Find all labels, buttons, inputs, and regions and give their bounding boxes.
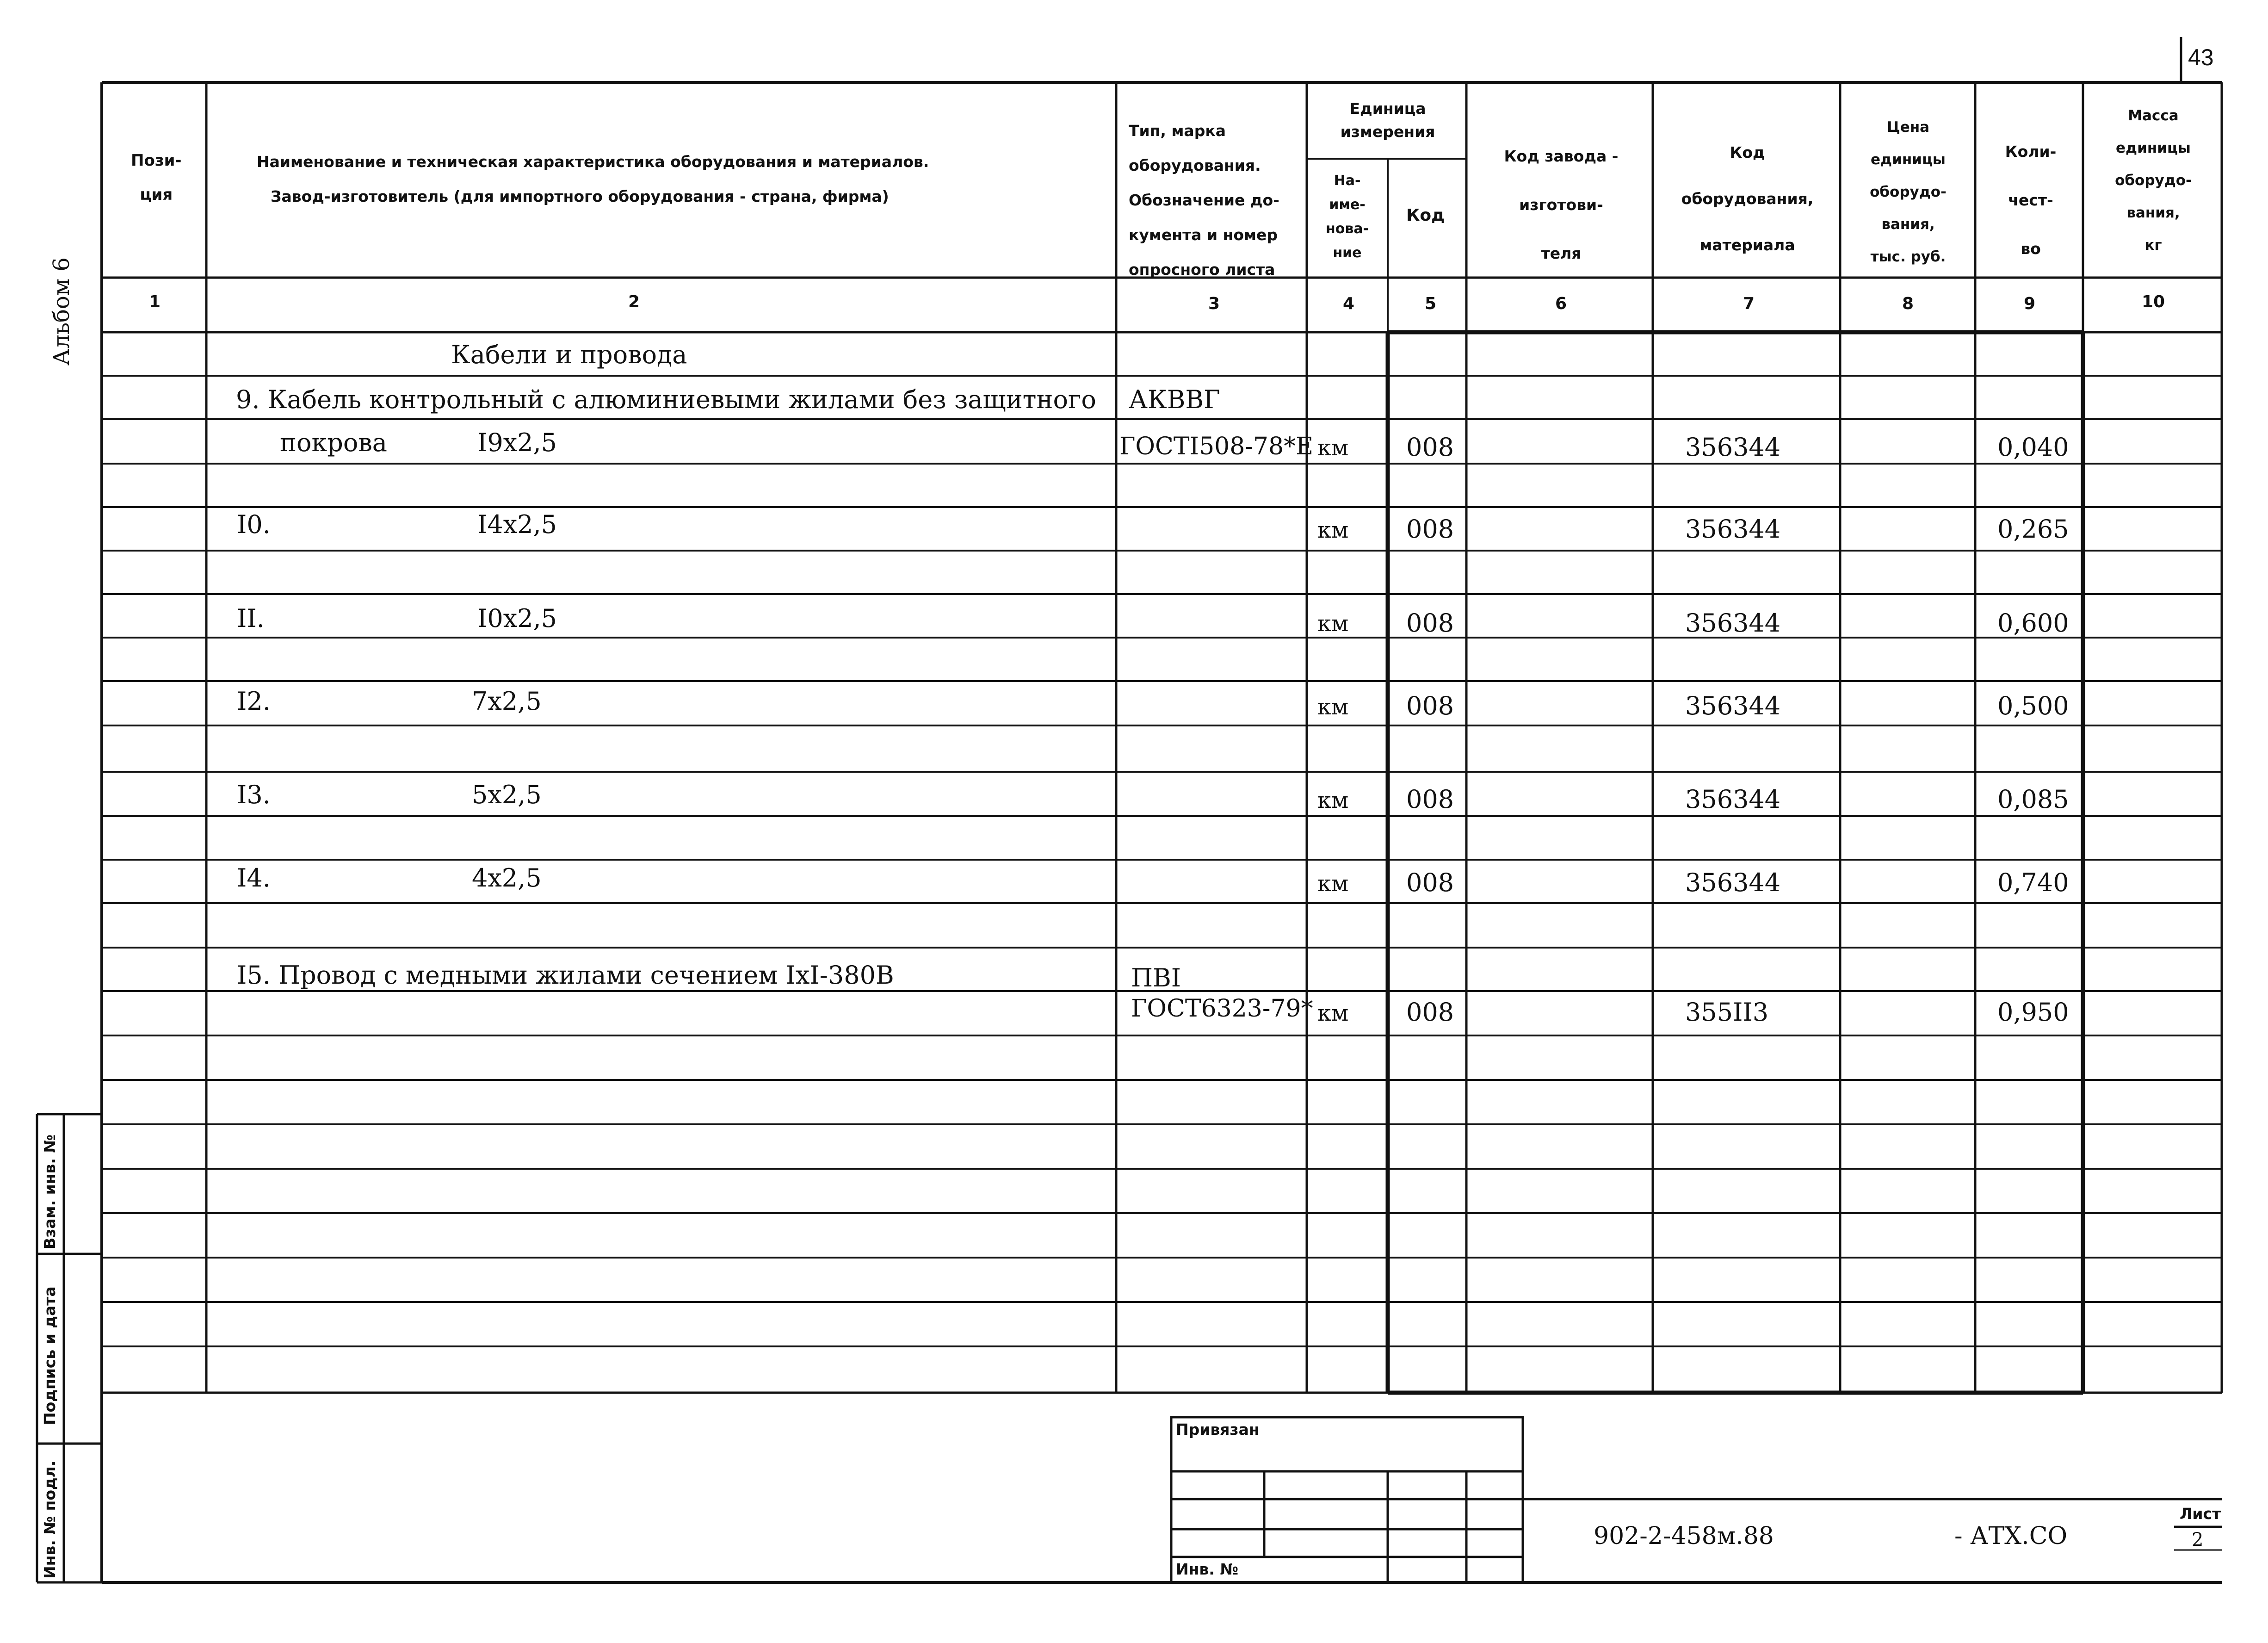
album-label: Альбом 6 xyxy=(49,257,74,366)
colnum-7: 7 xyxy=(1743,294,1755,313)
header-col5: Код xyxy=(1406,206,1445,225)
row15-name: I5. Провод с медными жилами сечением IxI-380В xyxy=(237,961,894,990)
row14-pos: I4. xyxy=(237,863,271,893)
header-col2: Наименование и техническая характеристика оборудования и материалов. xyxy=(257,153,929,171)
stamp-doc-suffix: - АТХ.СО xyxy=(1954,1522,2068,1550)
colnum-5: 5 xyxy=(1425,294,1437,313)
header-col6: Код завода - изготови- теля xyxy=(1504,147,1619,262)
stamp-privyazan: Привязан xyxy=(1176,1420,1260,1438)
row10-code: 008 xyxy=(1406,515,1454,544)
row15-qty: 0,950 xyxy=(1997,998,2069,1027)
row9-qty: 0,040 xyxy=(1997,433,2069,462)
side-inv-podl: Инв. № подл. xyxy=(41,1460,59,1579)
row13-size: 5x2,5 xyxy=(472,780,542,809)
colnum-1: 1 xyxy=(149,292,161,311)
colnum-6: 6 xyxy=(1555,294,1567,313)
row10-mat-code: 356344 xyxy=(1685,515,1781,544)
row13-mat-code: 356344 xyxy=(1685,785,1781,814)
row14-unit: км xyxy=(1317,871,1349,897)
row9-mat-code: 356344 xyxy=(1685,433,1781,462)
stamp-inv-no: Инв. № xyxy=(1176,1560,1239,1578)
row14-qty: 0,740 xyxy=(1997,868,2069,897)
row15-code: 008 xyxy=(1406,998,1454,1027)
row12-mat-code: 356344 xyxy=(1685,691,1781,720)
side-inv-vzam: Взам. инв. № xyxy=(41,1134,59,1249)
header-col1: Пози- ция xyxy=(131,151,182,204)
row10-unit: км xyxy=(1317,517,1349,543)
page-number: 43 xyxy=(2188,44,2214,70)
stamp-doc-code: 902-2-458м.88 xyxy=(1594,1522,1774,1550)
row12-qty: 0,500 xyxy=(1997,691,2069,720)
row12-size: 7x2,5 xyxy=(472,687,542,716)
row12-pos: I2. xyxy=(237,687,271,716)
colnum-4: 4 xyxy=(1343,294,1355,313)
header-col10: Масса единицы оборудо- вания, кг xyxy=(2115,107,2192,254)
header-unit-group: Единица измерения xyxy=(1340,99,1435,141)
row11-unit: км xyxy=(1317,611,1349,637)
colnum-2: 2 xyxy=(628,292,640,311)
header-col7: Код оборудования, материала xyxy=(1681,143,1814,254)
row14-code: 008 xyxy=(1406,868,1454,897)
row11-size: I0x2,5 xyxy=(477,604,557,633)
colnum-10: 10 xyxy=(2142,292,2165,311)
colnum-8: 8 xyxy=(1902,294,1914,313)
row13-unit: км xyxy=(1317,787,1349,813)
row9-type: АКВВГ xyxy=(1129,385,1220,414)
row9-name: 9. Кабель контрольный с алюминиевыми жилами без защитного xyxy=(236,385,1096,414)
colnum-3: 3 xyxy=(1208,294,1220,313)
row11-code: 008 xyxy=(1406,608,1454,638)
header-col4: На- име- нова- ние xyxy=(1325,173,1369,261)
colnum-9: 9 xyxy=(2024,294,2036,313)
row10-qty: 0,265 xyxy=(1997,515,2069,544)
row11-mat-code: 356344 xyxy=(1685,608,1781,638)
row10-size: I4x2,5 xyxy=(477,510,557,539)
row14-size: 4x2,5 xyxy=(472,863,542,893)
row14-mat-code: 356344 xyxy=(1685,868,1781,897)
row9-cont-name: покрова xyxy=(280,428,387,457)
side-podpis: Подпись и дата xyxy=(41,1286,59,1425)
row13-code: 008 xyxy=(1406,785,1454,814)
row9-code: 008 xyxy=(1406,433,1454,462)
row12-code: 008 xyxy=(1406,691,1454,720)
header-col3: Тип, марка оборудования. Обозначение до- кумента и номер опросного листа xyxy=(1129,122,1279,279)
row15-gost: ГОСТ6323-79* xyxy=(1131,995,1313,1023)
stamp-list-label: Лист xyxy=(2180,1505,2221,1523)
row10-pos: I0. xyxy=(237,510,271,539)
stamp-list-value: 2 xyxy=(2192,1529,2204,1550)
section-title: Кабели и провода xyxy=(451,340,687,369)
row9-unit: км xyxy=(1317,435,1349,461)
row11-pos: II. xyxy=(237,604,265,633)
row12-unit: км xyxy=(1317,694,1349,720)
row9-gost: ГОСТI508-78*Е xyxy=(1119,433,1314,460)
row15-unit: км xyxy=(1317,1000,1349,1026)
row13-pos: I3. xyxy=(237,780,271,809)
row11-qty: 0,600 xyxy=(1997,608,2069,638)
row15-type: ПВI xyxy=(1131,963,1181,992)
header-col9: Коли- чест- во xyxy=(2005,143,2057,258)
row13-qty: 0,085 xyxy=(1997,785,2069,814)
header-col2-line2: Завод-изготовитель (для импортного оборудования - страна, фирма) xyxy=(271,187,889,205)
header-col8: Цена единицы оборудо- вания, тыс. руб. xyxy=(1870,119,1947,265)
row15-mat-code: 355II3 xyxy=(1685,998,1769,1027)
row9-size: I9x2,5 xyxy=(477,428,557,457)
